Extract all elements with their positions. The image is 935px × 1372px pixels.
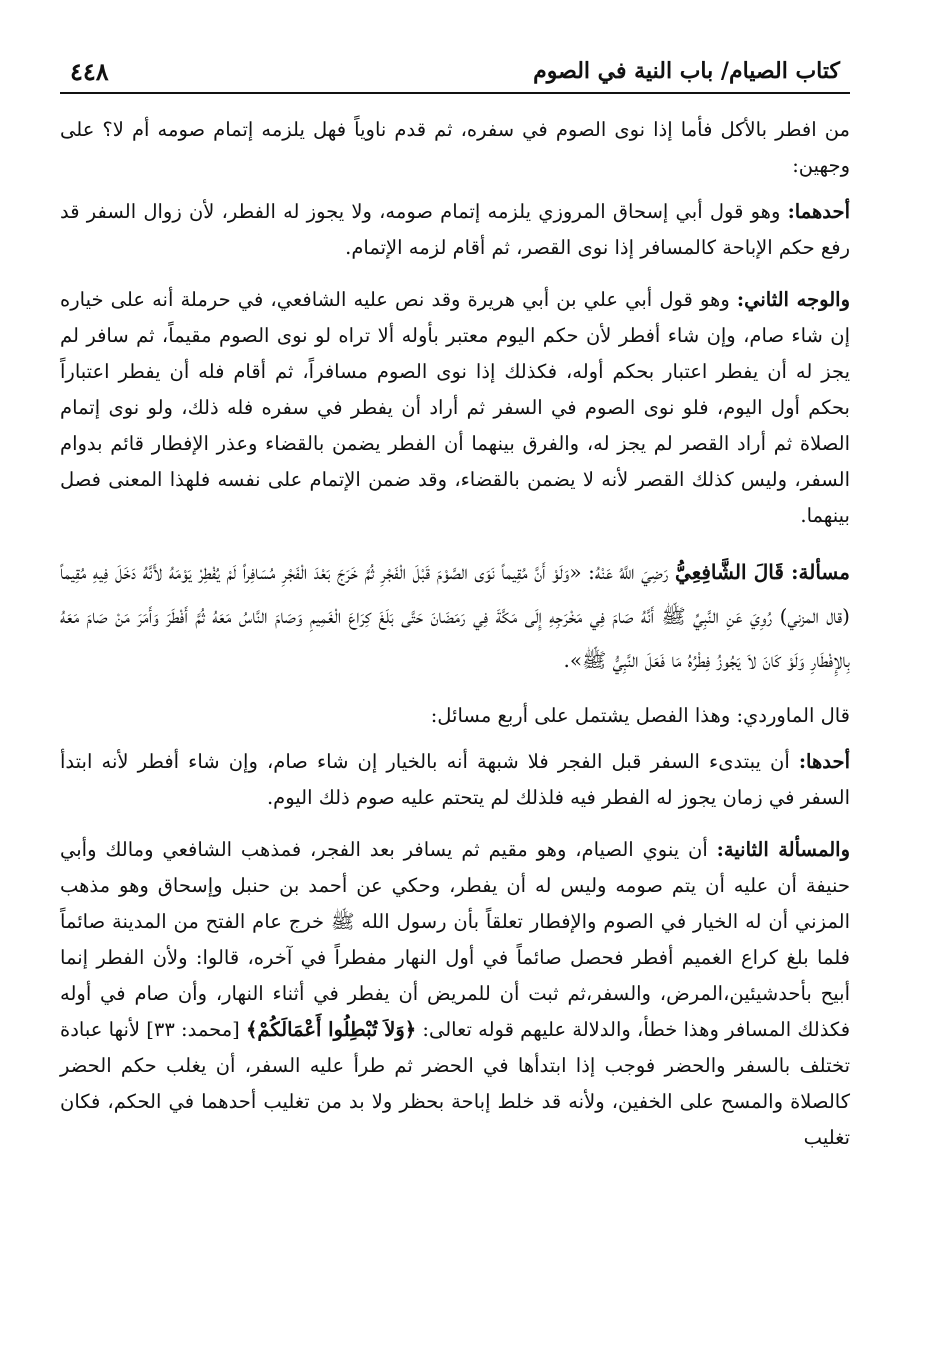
paragraph-lead: مسألة: قَالَ الشَّافِعِيُّ — [675, 560, 850, 584]
book-page — [60, 50, 850, 1172]
quran-quote: ﴿وَلاَ تُبْطِلُوا أَعْمَالَكُمْ﴾ — [245, 1018, 417, 1041]
paragraph-text: وهو قول أبي علي بن أبي هريرة وقد نص عليه الشافعي، في حرملة أنه على خياره إن شاء صام، وإن شاء أفطر لأن حكم اليوم معتبر بأوله ألا تراه لو نوى الصوم مقيماً، ثم سافر لم يجز له أن يفطر اعتبار بحكم أوله، فكذلك إذا نوى الصوم مسافراً، ثم أقام فله أن يفطر اعتباراً بحكم أول اليوم، فلو نوى الصوم في السفر ثم أراد أن يفطر في سفره فله ذلك، ولو نوى إتمام الصلاة ثم أراد القصر لم يجز له، والفرق بينهما أن الفطر يضمن بالقضاء وعذر الإفطار قائم بدوام السفر، وليس كذلك القصر لأنه لا يضمن بالقضاء، وقد ضمن الإتمام على نفسه فلهذا المعنى فصل بينهما. — [60, 288, 850, 527]
paragraph-text: أن ينوي الصيام، وهو مقيم ثم يسافر بعد الفجر، فمذهب الشافعي ومالك وأبي حنيفة أن عليه أن يتم صومه وليس له أن يفطر، وحكي عن أحمد بن حنبل وإسحاق وهو مذهب المزني أن له الخيار في الصوم والإفطار تعلقاً بأن رسول الله ﷺ خرج عام الفتح من المدينة صائماً فلما بلغ كراع الغميم أفطر فحصل صائماً في أول النهار مفطراً في آخره، قالوا: ولأن الفطر إنما أبيح بأحدشيئين،المرض، والسفر،ثم ثبت أن للمريض أن يفطر في أثناء النهار، وأن صام في أوله فكذلك المسافر وهذا خطأ، والدلالة عليهم قوله تعالى: — [60, 838, 851, 1041]
paragraph-text: رَضِيَ اللَّهُ عَنْهُ: «وَلَوْ أَنَّ مُقِيماً نَوَى الصَّوْمَ قَبْلَ الْفَجْرِ ثُمَّ خَرَجَ بَعْدَ الْفَجْرِ مُسَافِراً لَمْ يُفْطِرْ يَوْمَهُ لأَنَّهُ دَخَلَ فِيهِ مُقِيماً (قال المزني) رُوِيَ عَنِ النَّبِيِّ ﷺ أَنَّهُ صَامَ فِي مَخْرَجِهِ إِلَى مَكَّةَ فِي رَمَضَانَ حَتَّى بَلَغَ كِرَاعَ الْغَمِيمِ وَصَامَ النَّاسُ مَعَهُ ثُمَّ أَفْطَرَ وَأَمَرَ مَنْ صَامَ مَعَهُ بِالإِفْطَارِ وَلَوْ كَانَ لاَ يَجُوزُ فِطْرُهُ مَا فَعَلَ النَّبِيُّ ﷺ». — [60, 560, 850, 672]
page-header — [60, 50, 850, 94]
paragraph-intro — [60, 112, 850, 184]
paragraph-first-issue — [60, 744, 850, 816]
paragraph-lead: أحدها: — [798, 750, 850, 773]
closing-text: لأنها عبادة تختلف بالسفر والحضر فوجب إذا ابتدأها في الحضر ثم طرأ عليه السفر، أن يغلب حكم الحضر كالصلاة والمسح على الخفين، ولأنه قد خلط إباحة بحظر ولا بد من تغليب أحدهما في الحكم، فكان تغليب — [60, 1018, 850, 1149]
running-title: كتاب الصيام/ باب النية في الصوم — [533, 58, 840, 84]
paragraph-lead: والوجه الثاني: — [736, 288, 850, 311]
paragraph-text: وهو قول أبي إسحاق المروزي يلزمه إتمام صومه، ولا يجوز له الفطر، لأن زوال السفر قد رفع حكم الإباحة كالمسافر إذا نوى القصر، ثم أقام لزمه الإتمام. — [60, 200, 850, 259]
paragraph-masala — [60, 550, 850, 682]
paragraph-text: من افطر بالأكل فأما إذا نوى الصوم في سفره، ثم قدم ناوياً فهل يلزمه إتمام صومه أم لا؟ على وجهين: — [60, 118, 850, 177]
paragraph-lead: أحدهما: — [787, 200, 850, 223]
paragraph-second-issue — [60, 832, 850, 1156]
page-number: ٤٤٨ — [70, 56, 109, 86]
paragraph-first-view — [60, 194, 850, 266]
paragraph-lead: والمسألة الثانية: — [716, 838, 850, 861]
paragraph-mawardi — [60, 698, 850, 734]
paragraph-second-view — [60, 282, 850, 534]
paragraph-text: أن يبتدىء السفر قبل الفجر فلا شبهة أنه بالخيار إن شاء صام، وإن شاء أفطر لأنه ابتدأ السفر في زمان يجوز له الفطر فيه فلذلك لم يتحتم عليه صوم ذلك اليوم. — [60, 750, 850, 809]
quran-citation: [محمد: ٣٣] — [146, 1018, 240, 1041]
paragraph-text: قال الماوردي: وهذا الفصل يشتمل على أربع مسائل: — [430, 704, 850, 727]
